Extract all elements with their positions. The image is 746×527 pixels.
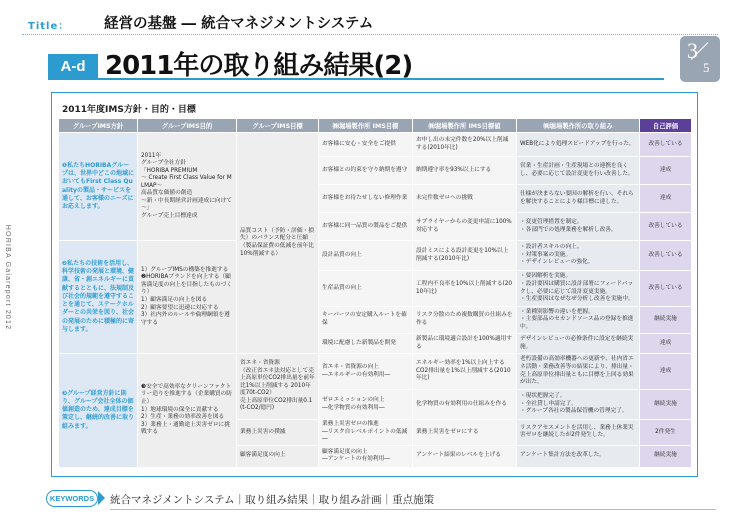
evaluation-cell: 達成 [640,157,692,185]
purpose-cell: ❸安全で高効率なクリーンファクトリー造りを推進する（企業購買の防止） 1）地球環境の保全に貢献する 2）生産・業務の効率改善を図る 3）業務上・通勤途上災害ゼロに挑戦する [138,354,237,468]
horiba-value-cell: エネルギー効率を1%以上向上する CO2排出量を1%以上削減する(2010年比) [413,354,517,390]
horiba-target-cell: キーパーツの安定購入ルートを確保 [319,307,413,334]
horiba-value-cell: 設計ミスによる設計変更を10%以上削減する(2010年比) [413,241,517,271]
horiba-action-cell: ・変更管理措置を制定。 ・各部門での処理業務を解析し改善。 [517,213,640,241]
table-row [59,133,692,157]
header-group-purpose: グループIMS目的 [138,119,237,133]
evaluation-cell: 達成 [640,354,692,390]
evaluation-cell: 改善している [640,133,692,157]
target-cell: 品質コスト（予防・評価・損失）のバランス配分と圧縮 （製品保証費の低減を前年比10%削減する） [237,133,319,354]
page-heading: 2011年の取り組み結果(2) [105,51,413,81]
header-horiba-target: ㈱堀場製作所 IMS目標 [319,119,413,133]
horiba-value-cell: リスク分散のため複数購買の仕組みを作る [413,307,517,334]
header-group-target: グループIMS目標 [237,119,319,133]
horiba-action-cell: デザインレビューの必修条件に設定を継続実施。 [517,334,640,354]
target-cell: 業務上災害の撲滅 [237,420,319,446]
ims-panel [51,92,698,477]
table-header-row [59,119,692,133]
policy-cell: ❷私たちの技術を活用し、科学技術の発展と環境、健康、省・創エネルギーに貢献するとともに、法規制及び社会的規範を遵守することを通じて、ステークホルダーとの共栄を図り、社会の発展のために積極的に寄与します。 [59,241,138,354]
horiba-value-cell: 工程内不良率を10%以上削減する(2010年比) [413,271,517,307]
horiba-action-cell: ・現状把握完了。 ・全社貸し申請完了。 ・グループ各社の製品保管機の管理完了。 [517,390,640,420]
panel-title: 2011年度IMS方針・目的・目標 [62,105,196,115]
keywords-label: KEYWORDS [46,490,98,507]
ims-table [58,118,692,468]
purpose-cell: 1）グループIMSの構築を推進する ❷HORIBAブランドを向上する（顧客満足度の向上を目指したものづくり） 1）顧客満足の向上を図る 2）顧客要望に迅速に対応する 3）社内外のルールや倫理綱領を遵守する [138,241,237,354]
evaluation-cell: 改善している [640,271,692,307]
target-cell: 省エネ・省資源 （改正省エネ法対応として売上高原単位CO2排出量を前年比1%以上削減する 2010年度70t-CO2） 売上高原単位CO2排出量0.1(t-CO2/億円) [237,354,319,420]
keywords-arrow-icon [98,491,105,505]
horiba-action-cell: リスクアセスメントを活用し、業務上休業災害ゼロを継続したが2件発生した。 [517,420,640,446]
evaluation-cell: 継続実施 [640,445,692,467]
horiba-target-cell: 省エネ・省資源の向上 ―エネルギーの有効利用― [319,354,413,390]
evaluation-cell: 改善している [640,213,692,241]
table-row [59,241,692,271]
horiba-action-cell: ・業種別影響の違いを把握。 ・主要部品のセカンドソース品の登録を推進中。 [517,307,640,334]
evaluation-cell: 達成 [640,185,692,213]
horiba-action-cell: 営業・生産計画・生産現場との連携を良くし、必要に応じて設計変更を行い改善した。 [517,157,640,185]
horiba-value-cell: 未完件数ゼロへの挑戦 [413,185,517,213]
horiba-target-cell: 業務上災害ゼロの推進 ―リスク自レベルポイントの低減― [319,420,413,446]
horiba-value-cell: 新製品に環境適合設計を100%適用する [413,334,517,354]
evaluation-cell: 継続実施 [640,390,692,420]
horiba-action-cell: 仕様が決まらない要因の解析を行い、それらを解決することにより様目標に達した。 [517,185,640,213]
horiba-target-cell: 環境に配慮した新製品を開発 [319,334,413,354]
page-number: 3 [687,38,698,63]
horiba-value-cell: サプライヤーからの変更申請に100%対応する [413,213,517,241]
horiba-action-cell: WEB化により処理スピードアップを行った。 [517,133,640,157]
keywords-divider [110,509,716,510]
title-label: Title： [28,21,70,32]
heading-divider [48,78,664,80]
header-self-evaluation: 自己評価 [640,119,692,133]
header-group-policy: グループIMS方針 [59,119,138,133]
horiba-target-cell: お客様に同一品質の製品をご提供 [319,213,413,241]
evaluation-cell: 達成 [640,334,692,354]
evaluation-cell: 継続実施 [640,307,692,334]
horiba-value-cell: 納期遵守率を93%以上にする [413,157,517,185]
title-divider [22,34,718,35]
target-cell: 顧客満足度の向上 [237,445,319,467]
section-title: 経営の基盤 ― 統合マネジメントシステム [104,16,374,32]
page-total: 5 [703,60,710,75]
horiba-action-cell: ・設計者スキルの向上。 ・対策事案の実施。 ・デザインレビューの強化。 [517,241,640,271]
horiba-target-cell: お客様との約束を守り納期を遵守 [319,157,413,185]
horiba-target-cell: 設計品質の向上 [319,241,413,271]
header-horiba-target-value: ㈱堀場製作所 IMS目標値 [413,119,517,133]
horiba-value-cell: 業務上災害をゼロにする [413,420,517,446]
policy-cell: ❶私たちHORIBAグループは、世界中どこの地域においてもFirst Class Qualityの製品・サービスを通して、お客様のニーズにお応えします。 [59,133,138,241]
horiba-value-cell: 化学物質の有効利用の仕組みを作る [413,390,517,420]
table-row [59,354,692,390]
side-caption: HORIBA Gaiareport 2012 [4,224,12,330]
horiba-target-cell: ゼロエミッションの向上 ―化学物質の有効利用― [319,390,413,420]
section-badge: A-d [48,54,98,79]
header-horiba-actions: ㈱堀場製作所の取り組み [517,119,640,133]
horiba-value-cell: アンケート結果のレベルを上げる [413,445,517,467]
horiba-value-cell: お申し出の未完件数を20%以上削減する(2010年比) [413,133,517,157]
purpose-cell: 2011年 グループ全社方針 「HORIBA PREMIUM ～ Create First Class Value for MLMAP～ 高品質な価値の創造 ～新・中長期経営計画達成に向けて～」 グループ売上目標達成 [138,133,237,241]
page-indicator [680,36,720,82]
horiba-action-cell: ・要因解析を実施。 ・設計要因は購買に設計部署にフィードバックし、必要に応じて設計変更実施。 ・生産要因はなぜなぜ分析し改善を実施中。 [517,271,640,307]
policy-cell: ❸グループ経営方針に則り、グループ会社全体の価値創造のため、達成目標を策定し、継続的改善に取り組みます。 [59,354,138,468]
horiba-target-cell: お客様をお待たせしない修理作業 [319,185,413,213]
horiba-action-cell: アンケート集計方法を改革した。 [517,445,640,467]
horiba-target-cell: お客様に安心・安全をご提供 [319,133,413,157]
keywords-text: 統合マネジメントシステム｜取り組み結果｜取り組み計画｜重点施策 [110,494,435,506]
horiba-target-cell: 顧客満足度の向上 ―アンケートの有効利用― [319,445,413,467]
evaluation-cell: 2件発生 [640,420,692,446]
horiba-action-cell: 老朽設備の高効率機器への更新や、社内省エネ活動・業務改善等の結果により、排出量・売上高原単位排出量ともに目標を上回る効果が出た。 [517,354,640,390]
horiba-target-cell: 生産品質の向上 [319,271,413,307]
evaluation-cell: 改善している [640,241,692,271]
